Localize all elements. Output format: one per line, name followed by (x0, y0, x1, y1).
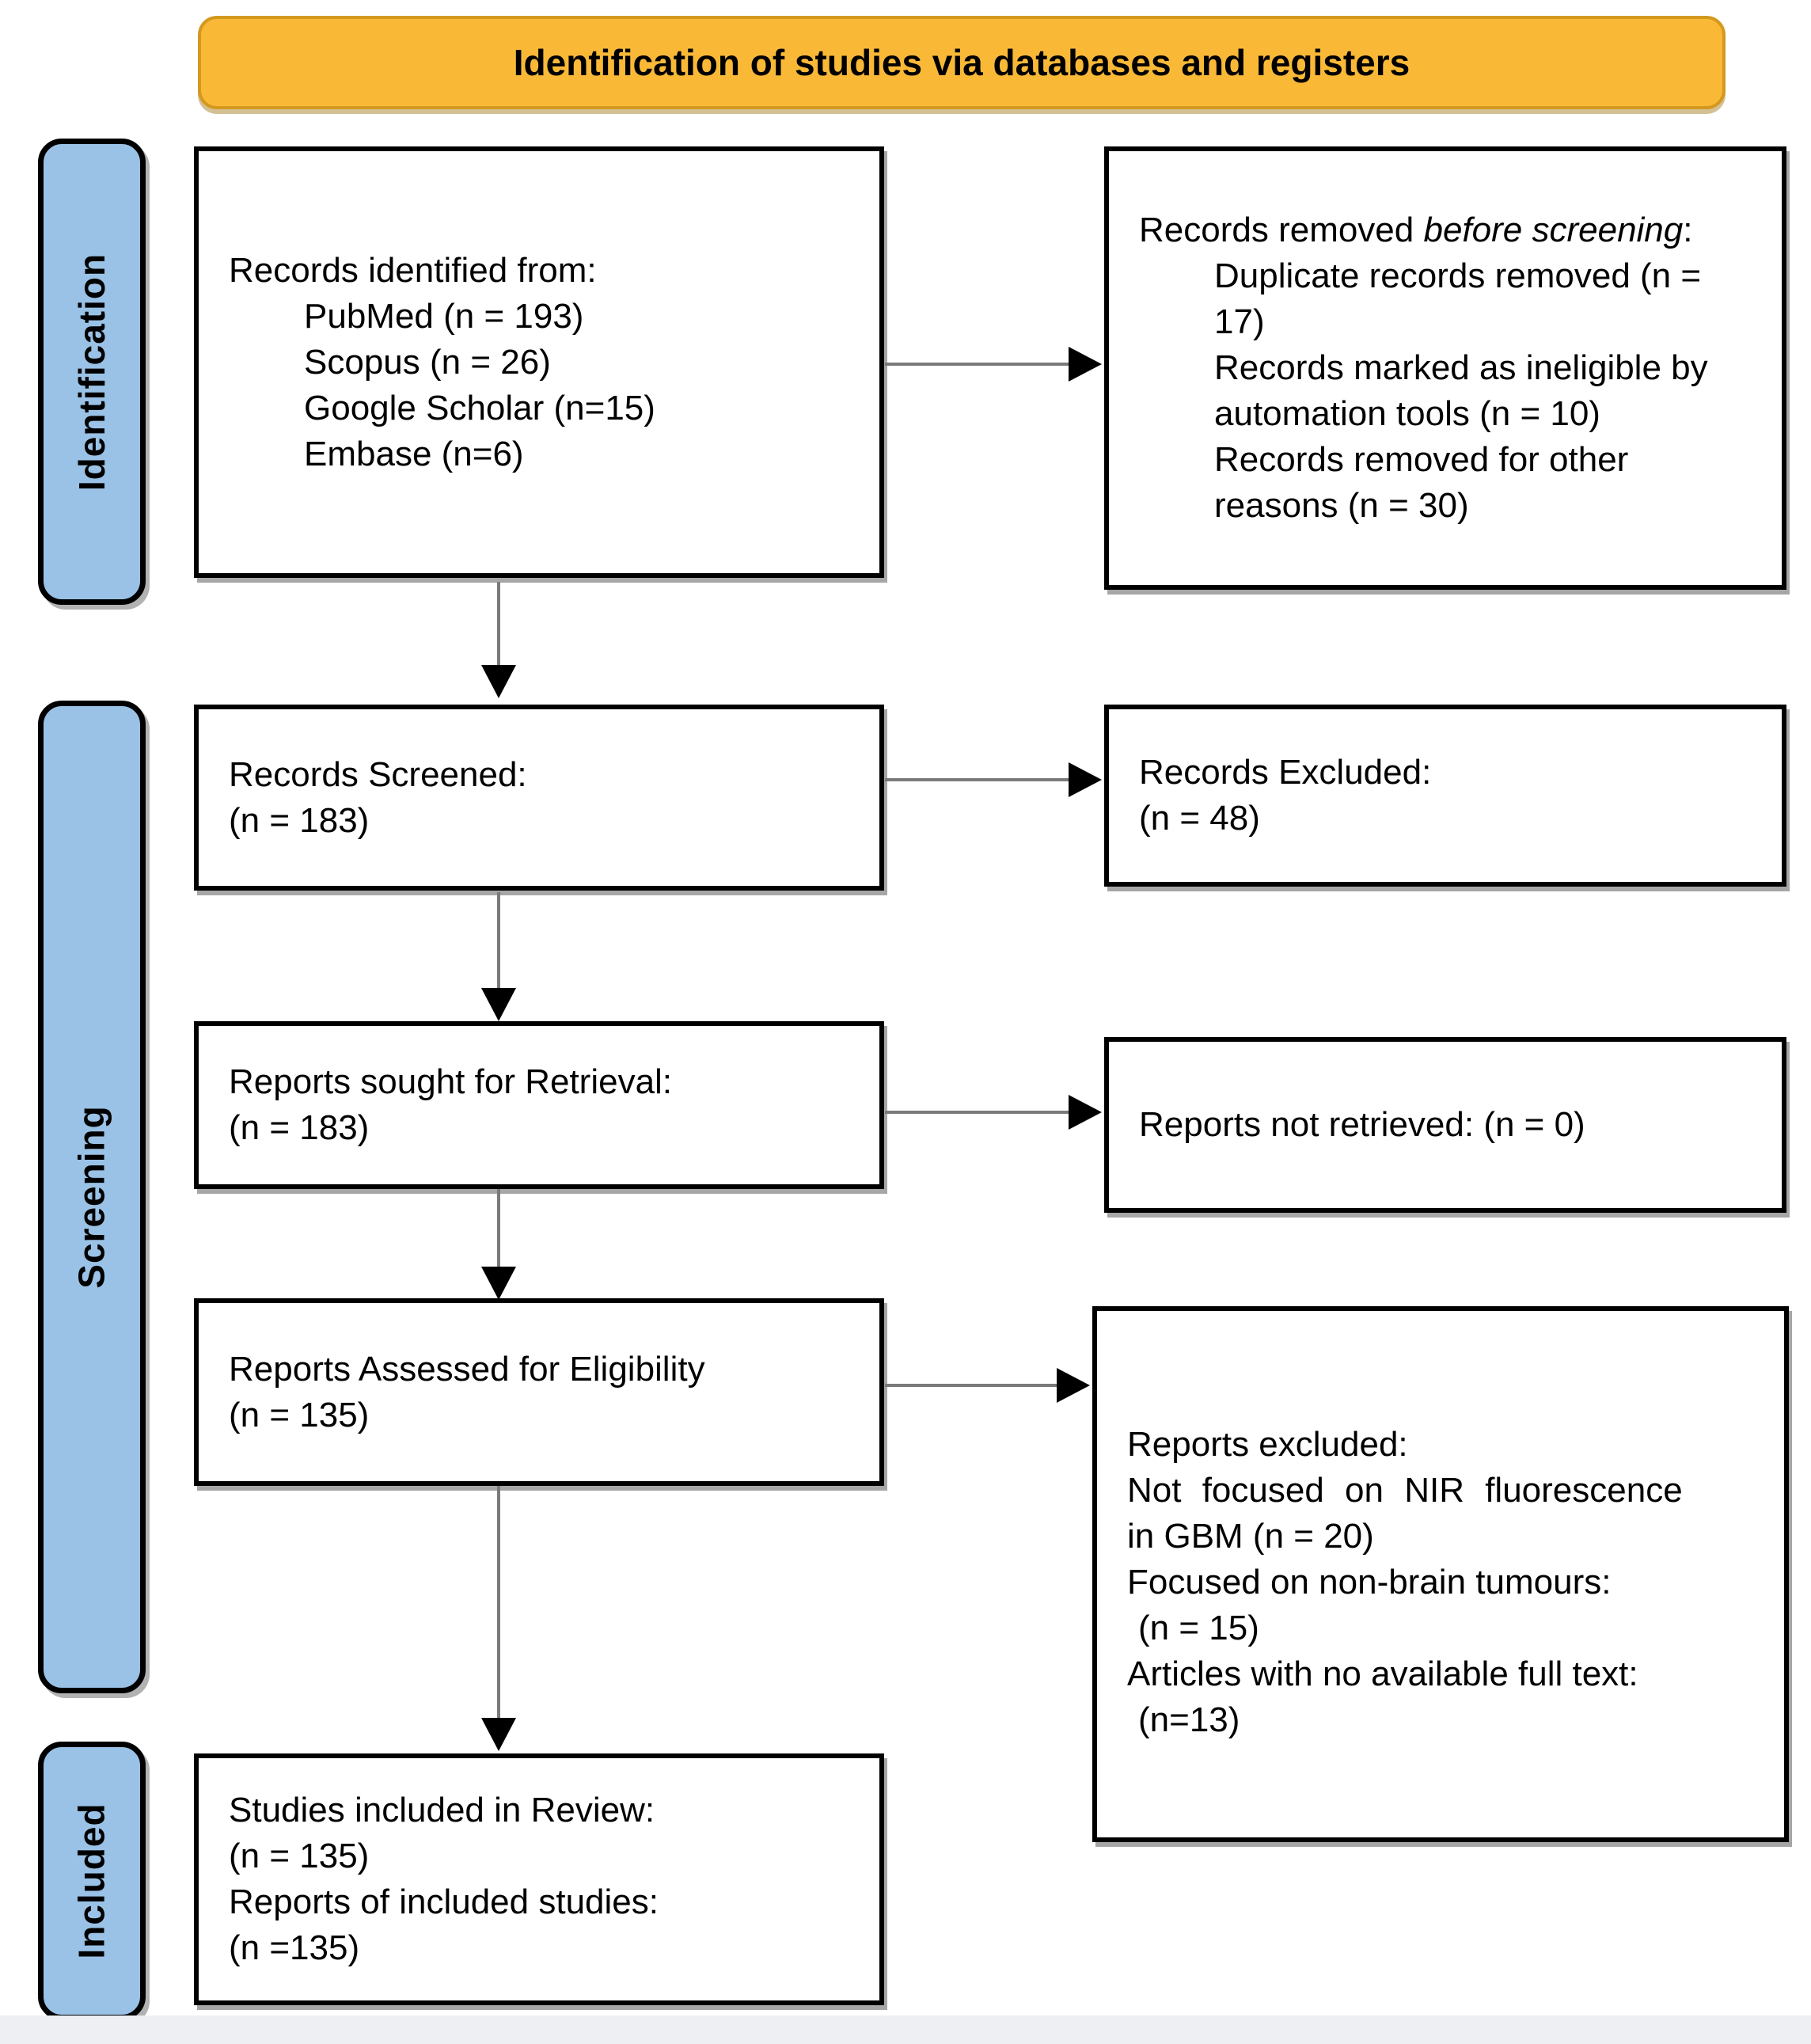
box-records-removed (1104, 146, 1786, 590)
reports-excluded-reason: Not focused on NIR fluorescence (1127, 1471, 1683, 1510)
arrow-sought-to-assessed (497, 1189, 500, 1268)
studies-included-line: Reports of included studies: (229, 1883, 659, 1921)
records-identified-item: Scopus (n = 26) (304, 342, 551, 382)
stage-bar-screening (38, 701, 146, 1693)
records-identified-item: PubMed (n = 193) (304, 296, 584, 336)
arrowhead-down-icon (481, 1718, 516, 1751)
arrow-screened-to-excluded (885, 778, 1070, 781)
arrow-identified-to-screened (497, 582, 500, 667)
records-screened-line: Records Screened: (229, 754, 527, 794)
records-removed-intro (1139, 207, 1752, 253)
stage-label-identification: Identification (71, 253, 113, 491)
stage-label-screening: Screening (71, 1105, 113, 1289)
box-reports-sought (194, 1021, 884, 1189)
page-bottom-strip (0, 2016, 1811, 2044)
arrowhead-right-icon (1069, 762, 1102, 797)
reports-excluded-count: (n = 15) (1138, 1609, 1259, 1647)
records-removed-intro-colon: : (1683, 211, 1693, 249)
arrowhead-right-icon (1069, 1095, 1102, 1130)
records-screened-count: (n = 183) (229, 800, 370, 840)
arrowhead-right-icon (1069, 347, 1102, 382)
reports-excluded-count: (n=13) (1138, 1700, 1240, 1739)
diagram-header (198, 16, 1726, 109)
records-removed-item: Duplicate records removed (n = 17) (1214, 256, 1702, 341)
records-identified-intro: Records identified from: (229, 250, 597, 290)
reports-assessed-line: Reports Assessed for Eligibility (229, 1349, 705, 1389)
box-studies-included (194, 1753, 884, 2005)
reports-excluded-reason: Focused on non-brain tumours: (1127, 1563, 1612, 1601)
stage-label-included: Included (71, 1803, 112, 1959)
box-reports-not-retrieved (1104, 1037, 1786, 1213)
arrow-assessed-to-excluded (885, 1384, 1058, 1387)
reports-excluded-line: Reports excluded: (1127, 1425, 1408, 1464)
studies-included-line: Studies included in Review: (229, 1791, 655, 1829)
arrowhead-down-icon (481, 1267, 516, 1300)
stage-bar-included (38, 1742, 146, 2020)
studies-included-count: (n = 135) (229, 1837, 370, 1875)
records-identified-item: Embase (n=6) (304, 434, 524, 473)
stage-bar-identification (38, 139, 146, 605)
box-reports-assessed (194, 1298, 884, 1486)
arrow-identified-to-removed (885, 363, 1070, 366)
studies-included-count: (n =135) (229, 1928, 360, 1967)
reports-excluded-reason: in GBM (n = 20) (1127, 1517, 1374, 1556)
records-removed-item: Records marked as ineligible by automation tools (n = 10) (1214, 348, 1708, 433)
reports-sought-count: (n = 183) (229, 1108, 370, 1147)
arrowhead-down-icon (481, 988, 516, 1021)
arrow-assessed-to-included (497, 1486, 500, 1719)
reports-excluded-reason: Articles with no available full text: (1127, 1655, 1638, 1693)
diagram-title: Identification of studies via databases and registers (513, 42, 1410, 83)
records-identified-item: Google Scholar (n=15) (304, 388, 655, 427)
records-excluded-line: Records Excluded: (1139, 753, 1432, 792)
box-reports-excluded (1092, 1306, 1789, 1842)
reports-sought-line: Reports sought for Retrieval: (229, 1062, 673, 1101)
records-excluded-count: (n = 48) (1139, 799, 1260, 838)
records-removed-item: Records removed for other reasons (n = 30) (1214, 440, 1629, 525)
box-records-excluded (1104, 705, 1786, 887)
reports-assessed-count: (n = 135) (229, 1395, 370, 1434)
arrow-sought-to-not-retrieved (885, 1111, 1070, 1114)
arrowhead-right-icon (1057, 1368, 1090, 1403)
arrowhead-down-icon (481, 665, 516, 698)
reports-not-retrieved-line: Reports not retrieved: (n = 0) (1139, 1105, 1585, 1144)
records-removed-intro-italic: before screening (1423, 211, 1684, 249)
records-removed-intro-text: Records removed (1139, 211, 1424, 249)
box-records-identified (194, 146, 884, 578)
arrow-screened-to-sought (497, 892, 500, 990)
box-records-screened (194, 705, 884, 891)
